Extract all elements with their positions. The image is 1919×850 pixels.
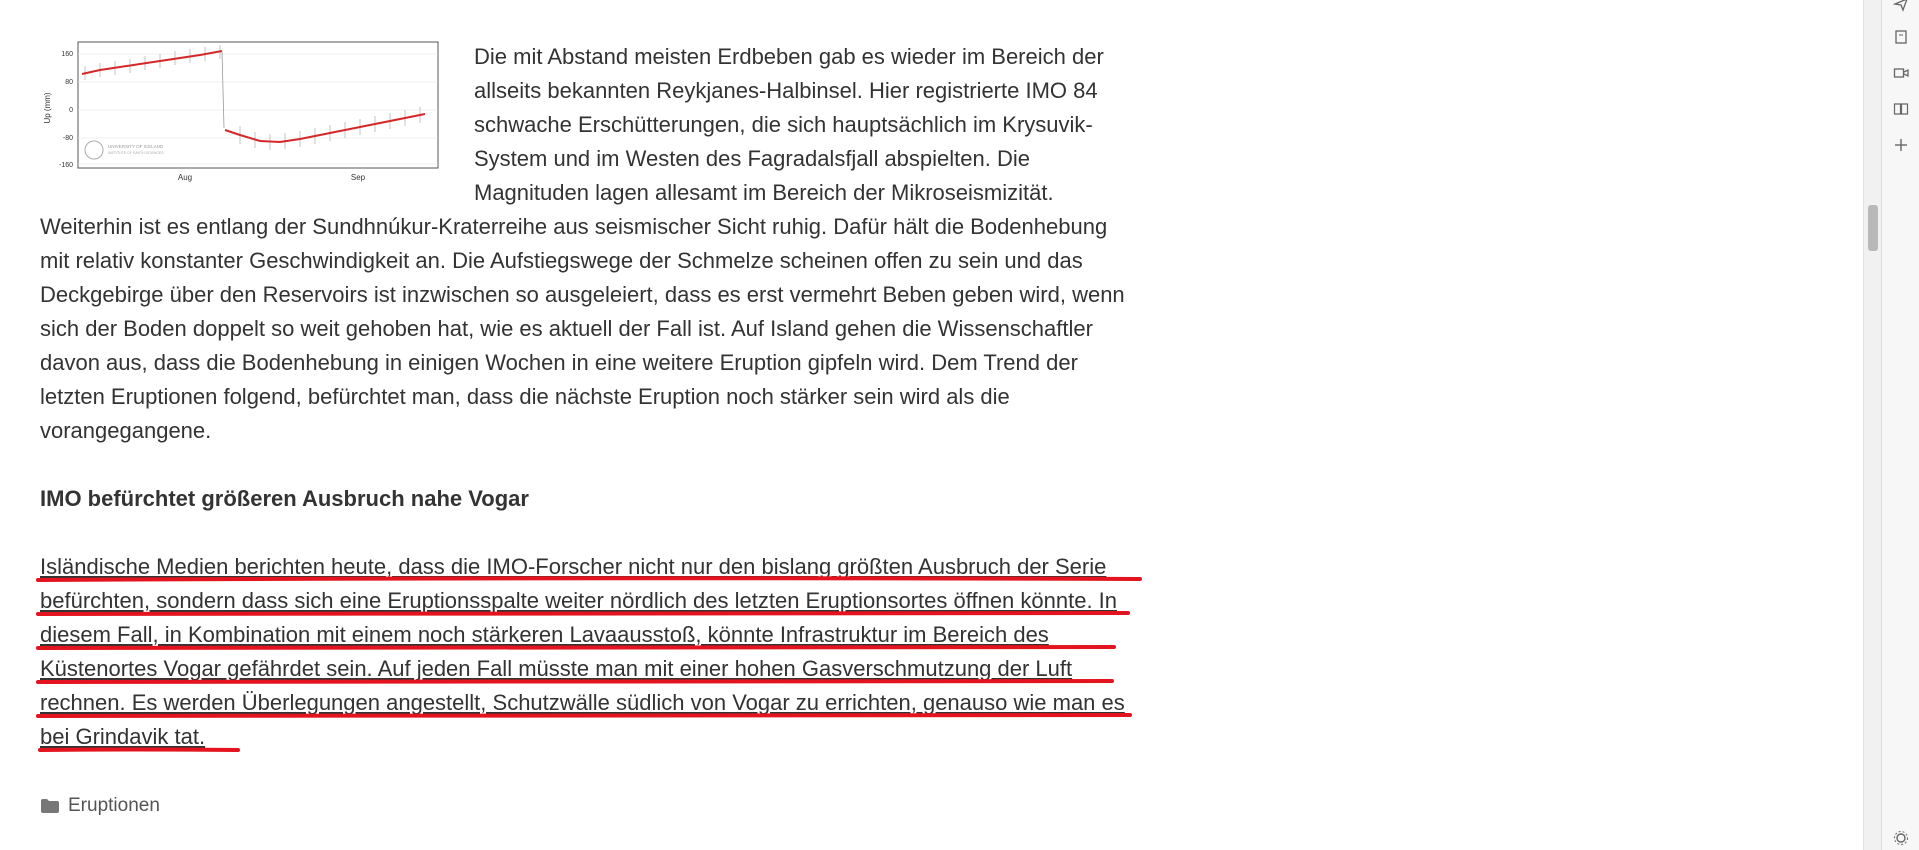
y-axis-label: Up (mm) [43, 92, 52, 124]
section-heading: IMO befürchtet größeren Ausbruch nahe Vogar [40, 486, 529, 511]
gear-icon[interactable] [1891, 828, 1911, 848]
y-tick-label: -80 [62, 135, 73, 142]
post-category [40, 790, 160, 822]
send-icon[interactable] [1891, 0, 1911, 14]
page-scrollbar[interactable] [1863, 0, 1882, 850]
bookmark-icon[interactable] [1891, 27, 1911, 47]
y-tick-label: -160 [58, 162, 73, 169]
category-link[interactable]: Eruptionen [68, 795, 160, 816]
x-tick-label: Aug [177, 173, 193, 182]
scrollbar-thumb[interactable] [1868, 205, 1878, 251]
reader-icon[interactable] [1891, 99, 1911, 119]
y-tick-label: 0 [69, 107, 73, 114]
article-paragraph [40, 40, 1140, 448]
y-tick-label: 160 [61, 51, 73, 58]
y-tick-label: 80 [65, 79, 73, 86]
x-tick-label: Sep [350, 173, 366, 182]
paragraph-text: Die mit Abstand meisten Erdbeben gab es wieder im Bereich der allseits bekannten Reykjanes-Halbinsel. Hier registrierte IMO 84 schwache Erschütterungen, die sich hauptsächlich im Krysuvik-System und im Westen des Fagradalsfjall abspielten. Die Magnituden lagen allesamt im Bereich der Mikroseismizität. Weiterhin ist es entlang der Sundhnúkur-Kraterreihe aus seismischer Sicht ruhig. Dafür hält die Bodenhebung mit relativ konstanter Geschwindigkeit an. Die Aufstiegswege der Schmelze scheinen offen zu sein und das Deckgebirge über den Reservoirs ist inzwischen so ausgeleiert, dass es erst vermehrt Beben geben wird, wenn sich der Boden doppelt so weit gehoben hat, wie es aktuell der Fall ist. Auf Island gehen die Wissenschaftler davon aus, dass die Bodenhebung in einigen Wochen in eine weitere Eruption gipfeln wird. Dem Trend der letzten Eruptionen folgend, befürchtet man, dass die nächste Eruption noch stärker sein wird als die vorangegangene. [40, 44, 1125, 443]
folder-icon [40, 798, 60, 814]
side-toolbar [1881, 0, 1919, 850]
figure-spacer [40, 40, 474, 210]
watermark-text: INSTITUTE OF EARTH SCIENCES [108, 151, 164, 155]
video-icon[interactable] [1891, 63, 1911, 83]
article-paragraph-underlined: Isländische Medien berichten heute, dass die IMO-Forscher nicht nur den bislang größten Ausbruch der Serie befürchten, sondern dass sich eine Eruptionsspalte weiter nördlich des letzten Eruptionsortes öffnen könnte. In diesem Fall, in Kombination mit einem noch stärkeren Lavaausstoß, könnte Infrastruktur im Bereich des Küstenortes Vogar gefährdet sein. Auf jeden Fall müsste man mit einer hohen Gasverschmutzung der Luft rechnen. Es werden Überlegungen angestellt, Schutzwälle südlich von Vogar zu errichten, genauso wie man es bei Grindavik tat. [40, 554, 1125, 749]
watermark-text: UNIVERSITY OF ICELAND [108, 144, 164, 149]
plus-icon[interactable] [1891, 135, 1911, 155]
